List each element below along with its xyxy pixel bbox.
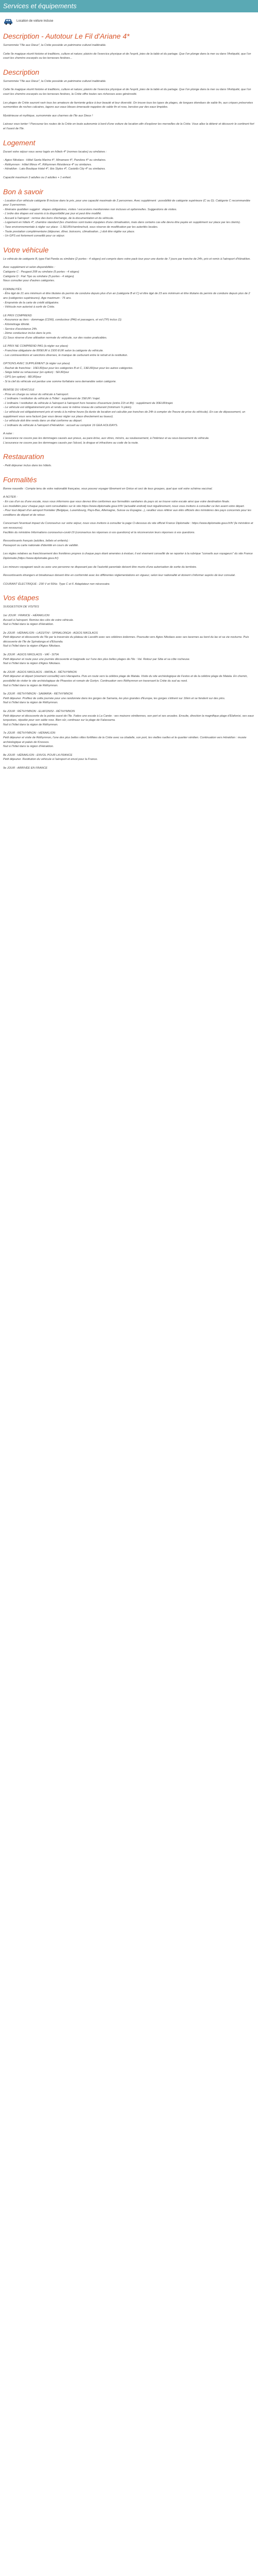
restauration-p1: - Petit déjeuner inclus dans les hôtels. [3,464,52,468]
etape-title: 3e JOUR : AGIOS NIKOLAOS - VAÏ - SITIA [3,653,59,657]
formalites-section [0,476,258,587]
logement-p2: - Agios Nikolaos : Hôtel Santa Marina 4*, Minamare 4*, Pandora 4* ou similaires. - Réthymnon : Hôtel Minos 4*, Rithymnen Résidence 4* ou similaires. - Héraklion : Lato Boutique Hotel 4*, Ibis Styles 4*, Castello City 4* ou similaires. [3,159,106,171]
etape-body: Accueil à l'aéroport. Remise des clés de votre véhicule. Nuit à l'hôtel dans la région d'Héraklion. [3,618,74,626]
vehicule-p7: REMISE DU VÉHICULE - Prise en charge ou retour du véhicule à l'aéroport. - L'ordinaire / restitution du véhicule à l'hôtel : supplément de 15EUR / trajet. - L'ordinaire / restitution du véhicule à l'aéroport à l'aéroport hors horaires d'ouverture (entre 21h et 8h) : supplément de 30EUR/trajet. - Le véhicule est obligatoirement pris et rendu avec le même niveau de carburant (minimum ¼ plein). - Le véhicule est obligatoirement pris et rendu à la même heure (la durée de location est calculée par tranches de 24h à compter de l'heure de prise du véhicule). En cas de dépassement, un supplément vous sera facturé (par vous devez régler sur place directement au loueur). - Le véhicule doit être rendu dans un état conforme au départ. - L'ordinaire du véhicule à l'aéroport d'Héraklion : accueil au comptoir 16 GEA HOLIDAYS. [3,388,246,427]
vehicule-p1: Le véhicule de catégorie B, type Fiat Panda ou similaire (2 portes - 4 sièges) est compris dans votre pack tour pour une durée de 7 jours par tranche de 24h, prix et remis à l'aéroport d'Héraklion. [3,257,251,261]
restauration-heading: Restauration [3,452,44,461]
etape-title: 5e JOUR : RÉTHYMNON - SAMARIA - RÉTHYMNON [3,692,73,696]
short-description [0,32,258,61]
feature-car-rental [0,14,258,28]
etapes-section [0,594,258,770]
etapes-intro: SUGGESTION DE VISITES [3,605,39,609]
restauration-section [0,452,258,468]
desc-p4: Mystérieuse et mythique, surnommée aux charmes de l'Ile aux Dieux ! [3,114,93,117]
etapes-heading: Vos étapes [3,594,39,602]
vehicule-p6: OPTIONS AVEC SUPPLÉMENT (à régler sur place) - Rachat de franchise : 10EUR/jour pour les catégories B et C, 13EUR/jour pour les autres catégories. - Siège bébé ou rehausseur (en option) : 5EUR/jour - GPS (en option) : 8EUR/jour - Si la clef du véhicule est perdue une somme forfaitaire sera demandée selon catégorie. [3,362,134,383]
car-icon [3,18,13,25]
formalites-p6: Les mineurs voyageant seuls ou avec une personne ne disposant pas de l'autorité parentale doivent être munis d'une autorisation de sortie du territoire. [3,565,197,569]
short-desc-p1: Surnommée "l'Ile aux Dieux", la Crète possède un patrimoine culturel inaltérable. [3,44,106,47]
services-title: Services et équipements [3,2,77,10]
formalites-p7: Ressortissants étrangers et binationaux doivent être en conformité avec les différentes réglementations en vigueur, selon leur nationalité et doivent s'informer auprès de leur consulat. [3,574,236,578]
etape-title: 7e JOUR : RÉTHYMNON - HÉRAKLION [3,732,56,735]
vehicule-p2: Avec supplément et selon disponibilités : Catégorie C : Peugeot 208 ou similaire (5 portes - 4 sièges) Catégorie D : Fiat Tipo ou similaire (5 portes - 4 sièges) Nous consulter pour d'autres catégories. [3,266,79,283]
etape-title: 9e JOUR : ARRIVÉE EN FRANCE [3,766,47,770]
bon-a-savoir-heading: Bon à savoir [3,187,43,196]
vehicule-p5: LE PRIX NE COMPREND PAS (à régler sur place) - Franchise obligatoire de 800EUR à 1500 EUR selon la catégorie du véhicule. - Les contraventions et sanctions diverses, le manque de carburant entre le retrait et la restitution. [3,345,128,357]
etape-title: 8e JOUR : HÉRAKLION - ENVOL POUR LA FRANCE [3,753,73,757]
etape-body: Petit déjeuner. Profitez de cette journée pour une randonnée dans les gorges de Samaria, les plus grandes d'Europe, les gorges s'étirent sur 16km et se fondent sur des pins. Nuit à l'hôtel dans la région de Réthymnon. [3,697,225,705]
vehicule-p3: FORMALITÉS - Être âgé de 21 ans minimum et être titulaire du permis de conduire depuis plus d'un an (catégorie B et C) et être âgé de 23 ans minimum et être titulaire du permis de conduire depuis plus de 2 ans (catégories supérieures). Age maximum : 75 ans. - Empreinte de la carte de crédit obligatoire. - Véhicule non autorisé à sortir de Crète. [3,287,250,309]
etape-title: 4e JOUR : AGIOS NIKOLAOS - MATALA - RÉTHYMNON [3,670,77,674]
services-banner [0,0,258,12]
desc-p1: Surnommée "l'Ile aux Dieux", la Crète possède un patrimoine culturel inaltérable. [3,79,106,83]
formalites-p3: Concernant l'éventuel impact du Coronavirus sur votre séjour, nous vous invitons à consulter la page Ci-dessous du site officiel France Diplomatie : https://www.diplomatie.gouv.fr/fr/ (le ministère et son ressource). Facilités du ministère Informations coronavirus-covid-19 (coronavirus les réponses à vos questions) et la réconversion leurs réponses à vos questions. [3,522,253,534]
bon-a-savoir-section [0,188,258,239]
etape-body: Petit déjeuner et découverte de l'île par la traversée du plateau de Lassithi avec ses célèbres éoliennes. Poursuite vers Agios Nikolaos avec ses tavernes au bord du lac et sa vie nocturne. Puis découverte de l'île de Spinalonga et d'Elounda. Nuit à l'hôtel dans la région d'Agios Nikolaos. [3,636,249,648]
vehicule-p8: A noter : L'assurance ne couvre pas les dommages causés aux pneus, au pare-brise, aux vitres, miroirs, au soubassement, à l'intérieur et au sous-bassement du véhicule. L'assurance ne couvre pas les dommages causés par l'alcool, la drogue et infractions au code de la route. [3,432,209,445]
etape-body: Petit déjeuner et découverte de la pointe ouest de l'île. Faites une escale à La Canée : ses maisons vénitiennes, son port et ses arcades. Ensuite, direction la magnifique plage d'Elafonisi, ses eaux turquoises, réputée pour son sable rose. Bien sûr, continuez sur la plage de Falassarna. Nuit à l'hôtel dans la région de Réthymnon. [3,714,254,726]
etape-title: 1er JOUR : FRANCE - HÉRAKLION [3,614,50,617]
etape-body: Petit déjeuner et route pour une journée découverte et baignade sur l'une des plus belles plages de l'île : Vaï. Retour par Sitia et sa côte rocheuse. Nuit à l'hôtel dans la région d'Agios Nikolaos. [3,657,190,666]
etape-body: Petit déjeuner et départ (vivement conseillé) vers Hierapetra. Puis en route vers la célèbre plage de Matala. Visite du site archéologique de Festos et de la célèbre plage de Matala. En chemin, possibilité de visiter le site archéologique de Phaestos et romain de Gortyn. Continuation vers Réthymnon en traversant la Crète du sud au nord. Nuit à l'hôtel dans la région de Réthymnon. [3,675,248,687]
formalites-p2: A NOTER : - En cas d'un ou d'une escale, nous vous informons que vous devrez être conformes aux formalités sanitaires du pays où se trouve votre escale ainsi que votre destination finale. Les modalités pour chaque pays sont consultables sur le site https://www.diplomatie.gouv.fr/fr/ (actualité endroit) tout régulièrement, nous vous invitons à consulter ce lien avant votre départ. - Pour tout départ d'un aéroport frontalier (Belgique, Luxembourg, Pays-Bas, Allemagne, Suisse ou Espagne...), veuillez vous référer aux élés officiels des ministères des pays concernés pour les conditions de départ et de retour. [3,496,251,517]
bon-a-savoir-p1: - Location d'un véhicule catégorie B incluse dans le prix, pour une capacité maximale de 2 personnes. Avec supplément : possibilité de catégorie supérieure (C ou D). Catégorie C recommandée pour 3 personnes. - Itinéraire quotidien suggéré : étapes obligatoires, visites / excursions mentionnées non incluses et optionnelles. Suggestions de visites. - L'ordre des étapes est soumis à la disponibilité par jour et peut être modifié. - Accueil à l'aéroport : remise des bons d'échange, de la documentation et du véhicule. - Logement en hôtels 4*, chambre standard (les chambres sont toutes équipées d'une climatisation, mais dans certains cas elle devra être payée en supplément sur place par les clients). - Taxe environnementale à régler sur place : 1.5EUR/chambre/nuit, sous réserve de modification par les autorités locales. - Toute prestation complémentaire (déjeuner, dîner, boissons, climatisation...) doit être réglée sur place. - Un GPS est fortement conseillé pour ce séjour. [3,199,250,238]
formalites-p4: Ressortissants français (adultes, bébés et enfants) : Passeport ou carte nationale d'identité en cours de validité. [3,539,79,547]
etape-body: Petit déjeuner et visite de Réthymnon, l'une des plus belles villes fortifiées de la Crète avec sa citadelle, son port, les vieilles ruelles et le quartier vénitien. Continuation vers Héraklion : musée archéologique et palais de Knossos. Nuit à l'hôtel dans la région d'Héraklion. [3,736,247,749]
formalites-heading: Formalités [3,475,37,484]
short-desc-p2: Cette île magique réunit histoire et traditions, culture et nature; plaisirs de l'exercice physique et de l'esprit, joies de la table et du partage. Que l'on plonge dans la mer ou dans l'Antiquité, que l'on court les chemins escarpés ou les terrasses festives... [3,52,252,60]
vehicule-heading: Votre véhicule [3,245,49,254]
etape-title: 2e JOUR : HÉRAKLION - LASSITHI - SPINALONGA - AGIOS NIKOLAOS [3,631,98,635]
vehicule-section [0,246,258,445]
desc-p5: Laissez vous tenter ! Parcourez les routes de la Crète en toute autonomie à bord d'une voiture de location afin d'explorer les merveilles de la Crète. Vous allez la détenir et découvrir le continent fort et l'ouest de l'île. [3,123,255,130]
formalites-p1: Bonne nouvelle : Compte tenu de votre nationalité française, vous pouvez voyager librement en Grèce et ceci de tous groupes, quel que soit votre schéma vaccinal. [3,487,213,490]
logement-p3: Capacité maximum 3 adultes ou 2 adultes + 1 enfant. [3,176,72,179]
logement-p1: Durant votre séjour vous serez logés en hôtels 4* (normes locales) ou similaires : [3,150,107,154]
desc-p3: Les plages de Crète sauront ravir tous les amateurs de farniente grâce à leur beauté et leur diversité. On trouve tous les types de plages, de longues étendues de sable fin, aux criques préservées surmontées de roches calcaires, lagons aux eaux bleues émeraude nappées de sable fin et rose, bercées par des eaux limpides. [3,101,254,109]
etape-body: Petit déjeuner. Restitution du véhicule à l'aéroport et envol pour la France. [3,758,98,761]
description-heading: Description [3,67,40,76]
short-description-heading: Description - Autotour Le Fil d'Ariane 4* [3,32,130,40]
page [0,0,258,771]
vehicule-p4: LE PRIX COMPREND - Assurance au tiers - dommage (CDW), conducteur (PAI) et passagers, et vol (TP) inclus (1) - Kilométrage illimité. - Service d'assistance 24h. - 2ème conducteur inclus dans le prix. (1) Sous réserve d'une utilisation normale du véhicule, sur des routes praticables. [3,314,122,340]
formalites-p5: Les règles relatives au franchissement des frontières propres à chaque pays étant amenées à évoluer, il est vivement conseillé de se reporter à la rubrique "conseils aux voyageurs" du site France Diplomatie.(https://www.diplomatie.gouv.fr/) [3,552,254,560]
logement-section [0,139,258,180]
desc-p2: Cette île magique réunit histoire et traditions, culture et nature; plaisirs de l'exercice physique et de l'esprit, joies de la table et du partage. Que l'on plonge dans la mer ou dans l'Antiquité, que l'on court les chemins escarpés ou les terrasses festives, la Crète offre toutes ses richesses avec générosité. [3,88,252,96]
formalites-p8: COURANT ÉLECTRIQUE : 230 V et 50Hz. Type C et F. Adaptateur non nécessaire. [3,582,110,586]
etape-title: 6e JOUR : RÉTHYMNON - ELAFONISI - RÉTHYMNON [3,710,75,713]
description-section [0,68,258,131]
logement-heading: Logement [3,138,36,147]
feature-label: Location de voiture incluse [17,20,54,23]
